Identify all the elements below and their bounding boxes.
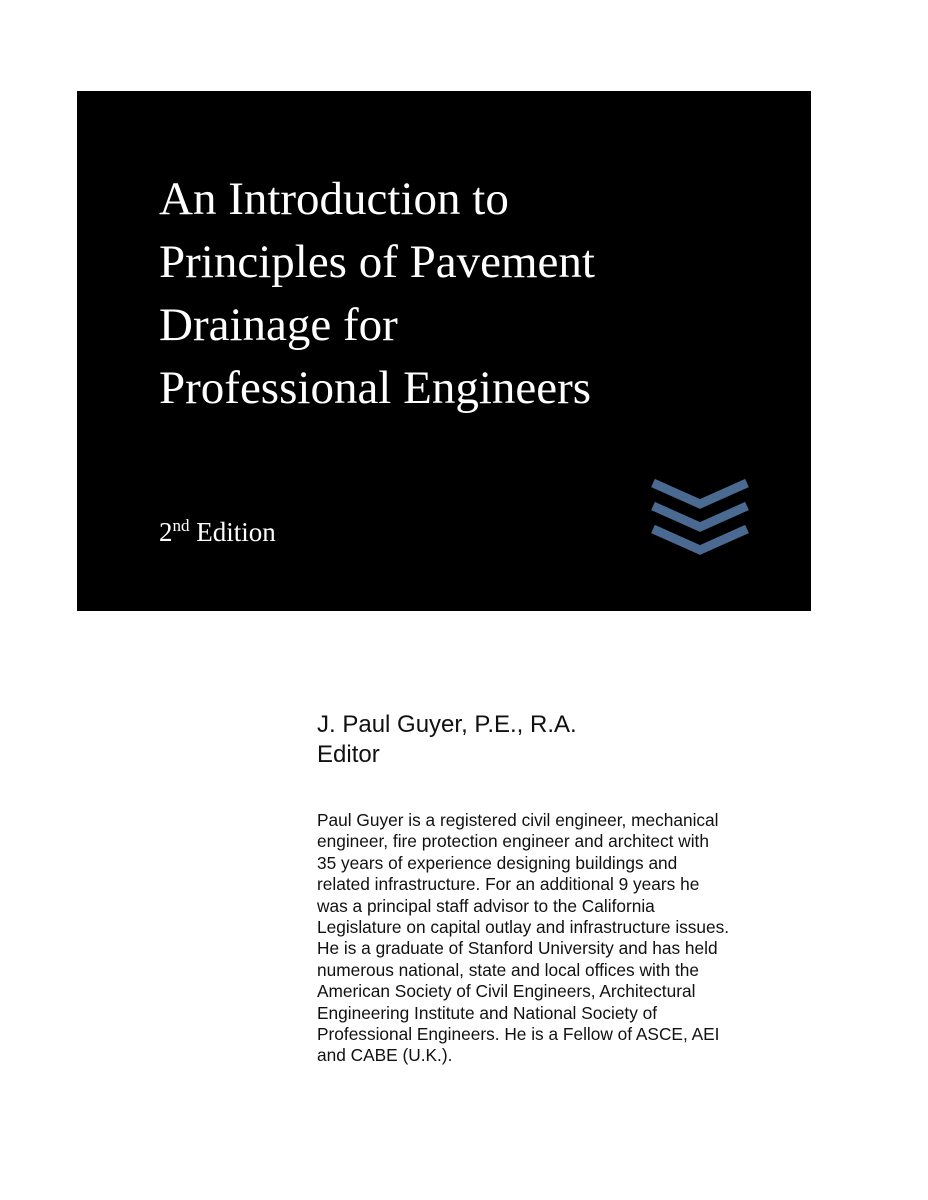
edition-ordinal-suffix: nd [172,516,190,535]
book-title [159,168,779,420]
title-line: An Introduction to [159,173,509,225]
edition-label [159,514,276,550]
author-bio [317,810,757,1067]
bio-line: numerous national, state and local offices with the [317,959,700,980]
author-block [317,710,757,1067]
title-line: Professional Engineers [159,362,592,414]
bio-line: related infrastructure. For an additional 9 years he [317,874,700,895]
bio-line: and CABE (U.K.). [317,1045,453,1066]
cover-panel [77,91,811,611]
bio-line: engineer, fire protection engineer and architect with [317,831,709,852]
edition-word: Edition [196,517,276,547]
author-role: Editor [317,741,380,768]
chevron-down-icon [653,529,747,550]
bio-line: American Society of Civil Engineers, Architectural [317,981,696,1002]
title-line: Principles of Pavement [159,236,595,288]
triple-chevron-down-icon [650,476,750,561]
bio-line: He is a graduate of Stanford University and has held [317,938,718,959]
edition-number: 2 [159,517,173,547]
chevron-down-icon [653,483,747,504]
bio-line: Professional Engineers. He is a Fellow of ASCE, AEI [317,1024,720,1045]
bio-line: Legislature on capital outlay and infrastructure issues. [317,917,730,938]
bio-line: Engineering Institute and National Society of [317,1002,658,1023]
bio-line: Paul Guyer is a registered civil engineer, mechanical [317,810,719,830]
bio-line: was a principal staff advisor to the California [317,895,655,916]
title-line: Drainage for [159,299,398,351]
chevron-down-icon [653,506,747,527]
author-name: J. Paul Guyer, P.E., R.A. [317,711,577,738]
bio-line: 35 years of experience designing buildings and [317,852,678,873]
